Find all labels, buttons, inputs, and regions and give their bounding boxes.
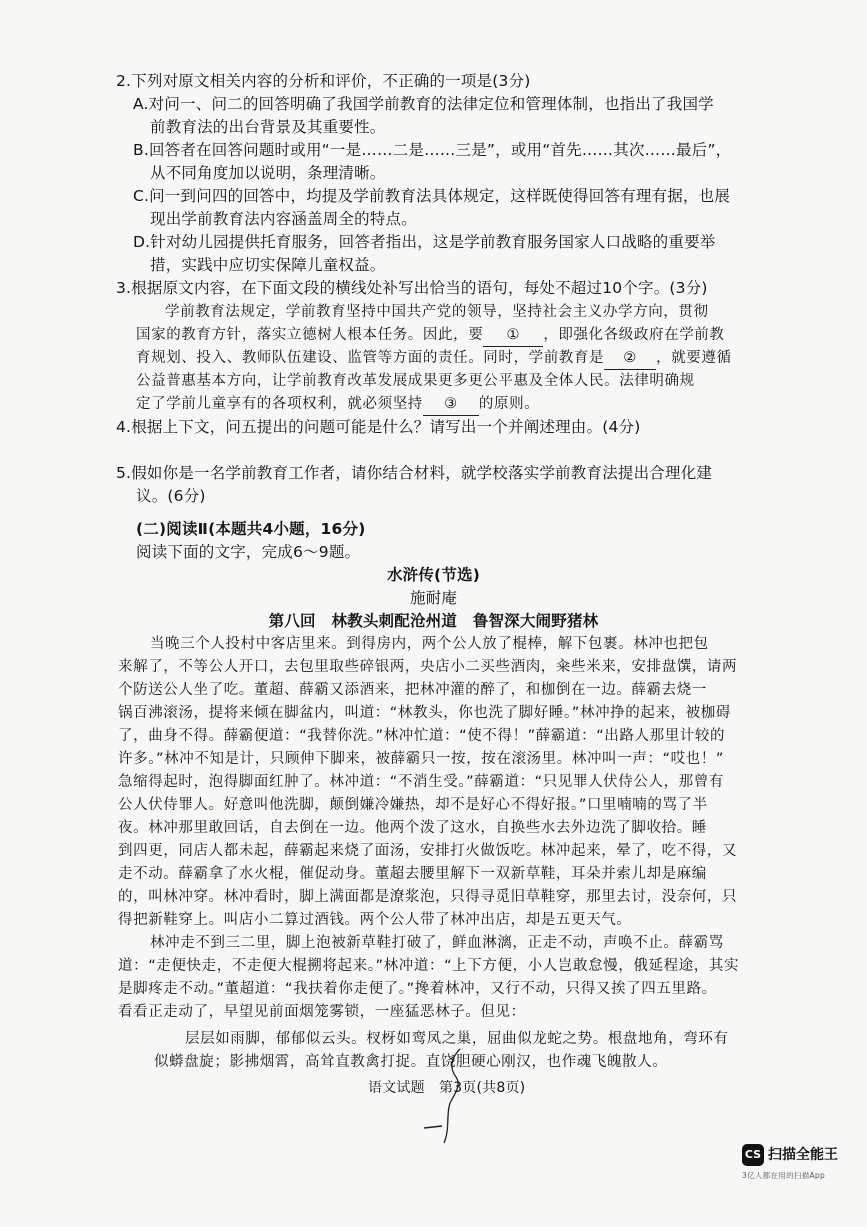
- passage-line: 急缩得起时，泡得脚面红肿了。林冲道：“不消生受。”薛霸道：“只见罪人伏侍公人，那曾有: [118, 774, 724, 790]
- q5-line1: 5.假如你是一名学前教育工作者，请你结合材料，就学校落实学前教育法提出合理化建: [116, 464, 713, 482]
- passage-line: 得把新鞋穿上。叫店小二算过酒钱。两个公人带了林冲出店，却是五更天气。: [118, 912, 632, 928]
- passage-line: 看看正走动了，早望见前面烟笼雾锁，一座猛恶林子。但见：: [118, 1004, 526, 1020]
- q2-option-c-line1: C.问一到问四的回答中，均提及学前教育法具体规定，这样既使得回答有理有据，也展: [133, 187, 731, 205]
- scanner-logo-icon: CS: [742, 1144, 764, 1166]
- passage-line: 个防送公人坐了吃。董超、薛霸又添酒来，把林冲灌的醉了，和枷倒在一边。薛霸去烧一: [118, 682, 707, 698]
- section-instruction: 阅读下面的文字，完成6～9题。: [136, 543, 361, 561]
- q3-text-line5-b: 的原则。: [478, 396, 540, 412]
- verse-line: 层层如雨脚，郁郁似云头。杈枒如鸾凤之巢，屈曲似龙蛇之势。根盘地角，弯环有: [185, 1031, 729, 1047]
- q3-blank-2: ②: [604, 347, 656, 370]
- q3-text-line1: 学前教育法规定，学前教育坚持中国共产党的领导，坚持社会主义办学方向，贯彻: [165, 304, 709, 320]
- q2-option-d-line2: 措，实践中应切实保障儿童权益。: [150, 256, 386, 274]
- q4-stem: 4.根据上下文，问五提出的问题可能是什么？请写出一个并阐述理由。(4分): [116, 418, 641, 436]
- q3-text-line3-b: ，就要遵循: [656, 350, 732, 366]
- chapter-title: 第八回 林教头刺配沧州道 鲁智深大闹野猪林: [268, 612, 599, 630]
- pen-scribble: [420, 1045, 480, 1155]
- q3-text-line3: [136, 347, 732, 370]
- q2-option-a-line1: A.对问一、问二的回答明确了我国学前教育的法律定位和管理体制，也指出了我国学: [133, 95, 714, 113]
- passage-line: 来解了，不等公人开口，去包里取些碎银两，央店小二买些酒肉，籴些米来，安排盘馔，请两: [118, 659, 738, 675]
- q2-option-c-line2: 现出学前教育法内容涵盖周全的特点。: [150, 210, 417, 228]
- passage-line: 夜。林冲那里敢回话，自去倒在一边。他两个泼了这水，自换些水去外边洗了脚收拾。睡: [118, 820, 707, 836]
- passage-line: 当晚三个人投村中客店里来。到得房内，两个公人放了棍棒，解下包裹。林冲也把包: [150, 636, 709, 652]
- passage-line: 是脚疼走不动。”董超道：“我扶着你走便了。”搀着林冲，又行不动，只得又挨了四五里路。: [118, 981, 717, 997]
- verse-line: 似蟒盘旋；影拂烟霄，高耸直教禽打捉。直饶胆硬心刚汉，也作魂飞魄散人。: [154, 1054, 668, 1070]
- page-footer: 语文试题 第3页(共8页): [368, 1080, 526, 1096]
- q3-blank-1: ①: [483, 324, 543, 347]
- q3-blank-3: ③: [423, 393, 479, 416]
- scanner-app-name: 扫描全能王: [768, 1147, 838, 1163]
- q2-option-d-line1: D.针对幼儿园提供托育服务，回答者指出，这是学前教育服务国家人口战略的重要举: [133, 233, 716, 251]
- q3-text-line5-a: 定了学前儿童享有的各项权利，就必须坚持: [136, 396, 423, 412]
- passage-line: 到四更，同店人都未起，薛霸起来烧了面汤，安排打火做饭吃。林冲起来，晕了，吃不得，又: [118, 843, 738, 859]
- scanner-tagline: 3亿人都在用的扫描App: [742, 1171, 826, 1180]
- q3-text-line5: [136, 393, 539, 416]
- passage-line: 锅百沸滚汤，提将来倾在脚盆内，叫道：“林教头，你也洗了脚好睡。”林冲挣的起来，被枷碍: [118, 705, 731, 721]
- passage-line: 公人伏侍罪人。好意叫他洗脚，颠倒嫌冷嫌热，却不是好心不得好报。”口里喃喃的骂了半: [118, 797, 708, 813]
- passage-line: 走不动。薛霸拿了水火棍，催促动身。董超去腰里解下一双新草鞋，耳朵并索儿却是麻编: [118, 866, 707, 882]
- passage-line: 了，曲身不得。薛霸便道：“我替你洗。”林冲忙道：“使不得！”薛霸道：“出路人那里计较的: [118, 728, 726, 744]
- section-heading: (二)阅读Ⅱ(本题共4小题，16分): [136, 520, 366, 538]
- passage-line: 林冲走不到三二里，脚上泡被新草鞋打破了，鲜血淋漓，正走不动，声唤不止。薛霸骂: [150, 935, 724, 951]
- q2-option-b-line1: B.回答者在回答问题时或用“一是……二是……三是”，或用“首先……其次……最后”，: [133, 141, 732, 159]
- q5-line2: 议。(6分): [136, 487, 206, 505]
- q3-text-line4: 公益普惠基本方向，让学前教育改革发展成果更多更公平惠及全体人民。法律明确规: [136, 373, 695, 389]
- q3-text-line2: [136, 324, 725, 347]
- passage-line: 许多。”林冲不知是计，只顾伸下脚来，被薛霸只一按，按在滚汤里。林冲叫一声：“哎也！”: [118, 751, 724, 767]
- q2-stem: 2.下列对原文相关内容的分析和评价，不正确的一项是(3分): [116, 72, 531, 90]
- passage-title: 水浒传(节选): [386, 566, 481, 584]
- q3-text-line3-a: 育规划、投入、教师队伍建设、监管等方面的责任。同时，学前教育是: [136, 350, 605, 366]
- q3-text-line2-b: ，即强化各级政府在学前教: [543, 327, 725, 343]
- passage-author: 施耐庵: [409, 589, 458, 607]
- passage-line: 的，叫林冲穿。林冲看时，脚上满面都是潦浆泡，只得寻觅旧草鞋穿，那里去讨，没奈何，只: [118, 889, 738, 905]
- passage-line: 道：“走便快走，不走便大棍搠将起来。”林冲道：“上下方便，小人岂敢怠慢，俄延程途，其实: [118, 958, 740, 974]
- pen-mark: [422, 1120, 446, 1132]
- q2-option-b-line2: 从不同角度加以说明，条理清晰。: [150, 164, 386, 182]
- q3-text-line2-a: 国家的教育方针，落实立德树人根本任务。因此，要: [136, 327, 484, 343]
- q2-option-a-line2: 前教育法的出台背景及其重要性。: [150, 118, 386, 136]
- q3-stem: 3.根据原文内容，在下面文段的横线处补写出恰当的语句，每处不超过10个字。(3分): [116, 279, 708, 297]
